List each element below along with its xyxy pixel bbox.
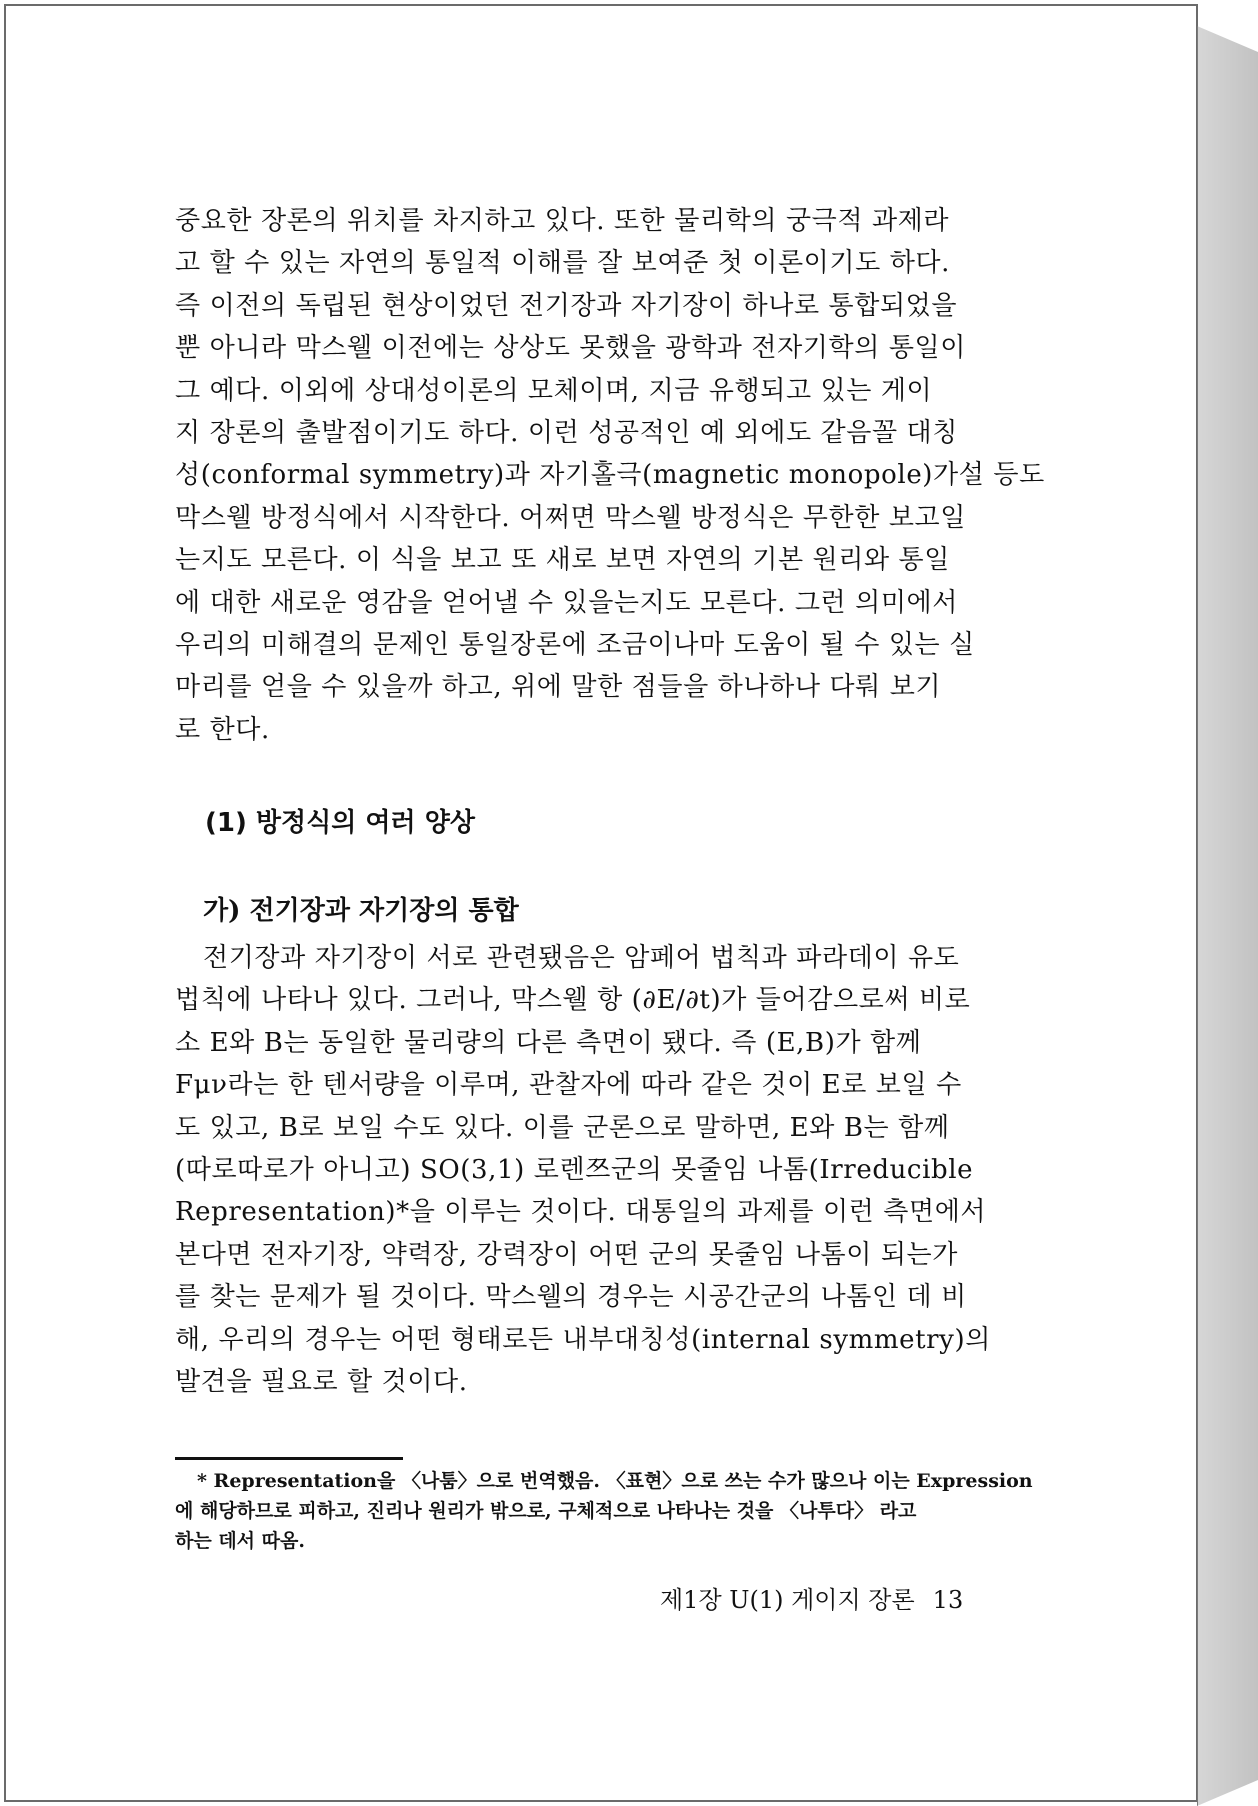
footnote-line: 하는 데서 따옴. xyxy=(175,1530,305,1552)
paragraph-text xyxy=(175,200,1045,751)
text-line: 해, 우리의 경우는 어떤 형태로든 내부대칭성(internal symmetry)의 xyxy=(175,1324,991,1355)
text-line: 를 찾는 문제가 될 것이다. 막스웰의 경우는 시공간군의 나톰인 데 비 xyxy=(175,1282,967,1313)
text-line: 법칙에 나타나 있다. 그러나, 막스웰 항 (∂E/∂t)가 들어감으로써 비로 xyxy=(175,985,971,1016)
text-line: 로 한다. xyxy=(175,714,270,745)
text-line: 중요한 장론의 위치를 차지하고 있다. 또한 물리학의 궁극적 과제라 xyxy=(175,206,950,236)
page-number: 13 xyxy=(932,1586,964,1614)
footnote-line: * Representation을 〈나툼〉으로 번역했음. 〈표현〉으로 쓰는 수가 많으나 이는 Expression xyxy=(197,1470,1033,1492)
text-line: 마리를 얻을 수 있을까 하고, 위에 말한 점들을 하나하나 다뤄 보기 xyxy=(175,672,942,703)
running-footer xyxy=(660,1580,963,1615)
text-line: 전기장과 자기장이 서로 관련됐음은 암페어 법칙과 파라데이 유도 xyxy=(203,943,960,973)
text-line: 는지도 모른다. 이 식을 보고 또 새로 보면 자연의 기본 원리와 통일 xyxy=(175,545,950,576)
body-paragraph-2 xyxy=(175,937,1015,1403)
text-line: 즉 이전의 독립된 현상이었던 전기장과 자기장이 하나로 통합되었을 xyxy=(175,290,958,321)
text-line: Representation)*을 이루는 것이다. 대통일의 과제를 이런 측면에서 xyxy=(175,1197,987,1228)
text-line: 소 E와 B는 동일한 물리량의 다른 측면이 됐다. 즉 (E,B)가 함께 xyxy=(175,1027,922,1058)
body-paragraph-1 xyxy=(175,200,1045,751)
footnote-line: 에 해당하므로 피하고, 진리나 원리가 밖으로, 구체적으로 나타나는 것을 〈나투다〉 라고 xyxy=(175,1500,917,1522)
text-line: (따로따로가 아니고) SO(3,1) 로렌쯔군의 못줄임 나톰(Irreducible xyxy=(175,1155,974,1186)
text-line: 도 있고, B로 보일 수도 있다. 이를 군론으로 말하면, E와 B는 함께 xyxy=(175,1112,950,1143)
text-line: 뿐 아니라 막스웰 이전에는 상상도 못했을 광학과 전자기학의 통일이 xyxy=(175,333,966,364)
text-line: Fμν라는 한 텐서량을 이루며, 관찰자에 따라 같은 것이 E로 보일 수 xyxy=(175,1070,962,1101)
footnote-divider xyxy=(175,1457,403,1460)
chapter-title: 제1장 U(1) 게이지 장론 xyxy=(660,1586,915,1614)
text-line: 막스웰 방정식에서 시작한다. 어쩌면 막스웰 방정식은 무한한 보고일 xyxy=(175,502,966,533)
subsection-heading: 가) 전기장과 자기장의 통합 xyxy=(203,896,519,926)
page-stack-edge xyxy=(1197,0,1258,1806)
text-line: 에 대한 새로운 영감을 얻어낼 수 있을는지도 모른다. 그런 의미에서 xyxy=(175,587,958,618)
text-line: 지 장론의 출발점이기도 하다. 이런 성공적인 예 외에도 같음꼴 대칭 xyxy=(175,418,958,449)
text-line: 발견을 필요로 할 것이다. xyxy=(175,1367,468,1398)
footnote xyxy=(175,1466,1033,1556)
text-line: 본다면 전자기장, 약력장, 강력장이 어떤 군의 못줄임 나톰이 되는가 xyxy=(175,1239,958,1270)
text-line: 성(conformal symmetry)과 자기홀극(magnetic monopole)가설 등도 xyxy=(175,460,1045,491)
text-line: 고 할 수 있는 자연의 통일적 이해를 잘 보여준 첫 이론이기도 하다. xyxy=(175,248,950,279)
section-heading: (1) 방정식의 여러 양상 xyxy=(205,808,475,838)
text-line: 우리의 미해결의 문제인 통일장론에 조금이나마 도움이 될 수 있는 실 xyxy=(175,630,975,661)
text-line: 그 예다. 이외에 상대성이론의 모체이며, 지금 유행되고 있는 게이 xyxy=(175,375,933,406)
